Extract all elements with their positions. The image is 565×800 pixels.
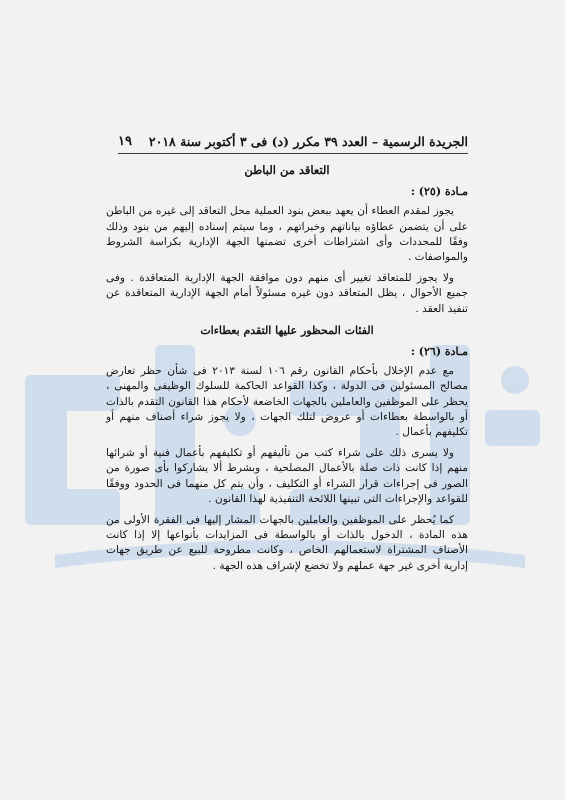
page-number: ١٩ [118,133,132,149]
article-26-heading: مـادة (٢٦) : [410,345,468,359]
article-26-paragraph-2: ولا يسرى ذلك على شراء كتب من تأليفهم أو تكليفهم بأعمال فنية أو شرائها منهم إذا كانت ذات صلة بالأعمال المصلحية ، وبشرط ألا يشاركوا بأى صورة من الصور فى إجراءات قرار الشراء أو التكليف ، وأن يتم كل منهما فى الحدود ووفقًا للقواعد والإجراءات التى تبينها اللائحة التنفيذية لهذا القانون . [106,447,468,505]
article-25-paragraph-2: ولا يجوز للمتعاقد تغيير أى منهم دون موافقة الجهة الإدارية المتعاقدة . وفى جميع الأحوال ، يظل المتعاقد دون غيره مسئولاً أمام الجهة الإدارية المتعاقدة عن تنفيذ العقد . [106,272,468,315]
article-25-heading: مـادة (٢٥) : [410,185,468,199]
section-title-subcontracting: التعاقد من الباطن [244,163,330,177]
header-title: الجريدة الرسمية – العدد ٣٩ مكرر (د) فى ٣ أكتوبر سنة ٢٠١٨ [148,133,468,149]
article-26-paragraph-3: كما يُحظر على الموظفين والعاملين بالجهات المشار إليها فى الفقرة الأولى من هذه المادة ، الدخول بالذات أو بالواسطة فى المزايدات بأنواعها إلا إذا كانت الأصناف المشتراة لاستعمالهم الخاص ، وكانت مطروحة للبيع عن طريق جهات إدارية أخرى غير جهة عملهم ولا تخضع لإشراف هذه الجهة . [106,514,468,572]
article-25-paragraph-1: يجوز لمقدم العطاء أن يعهد ببعض بنود العملية محل التعاقد إلى غيره من الباطن على أن يتضمن عطاؤه بياناتهم وخبراتهم ، وما سيتم إسناده إليهم من بنود وذلك وفقًا للمحددات وأى اشتراطات أخرى تضمنها الجهة الإدارية بكراسة الشروط والمواصفات . [106,205,468,264]
section-title-prohibited-categories: الفئات المحظور عليها التقدم بعطاءات [200,323,374,337]
document-body [106,163,468,580]
header-divider [118,153,468,154]
page-header [118,131,468,151]
article-26-paragraph-1: مع عدم الإخلال بأحكام القانون رقم ١٠٦ لسنة ٢٠١٣ فى شأن حظر تعارض مصالح المسئولين فى الدولة ، وكذا القواعد الحاكمة للسلوك الوظيفى والمهنى ، يحظر على الموظفين والعاملين بالجهات الخاضعة لأحكام هذا القانون التقدم بالذات أو بالواسطة بعطاءات أو عروض لتلك الجهات ، ولا يجوز شراء أصناف منهم أو تكليفهم بأعمال . [106,365,468,439]
